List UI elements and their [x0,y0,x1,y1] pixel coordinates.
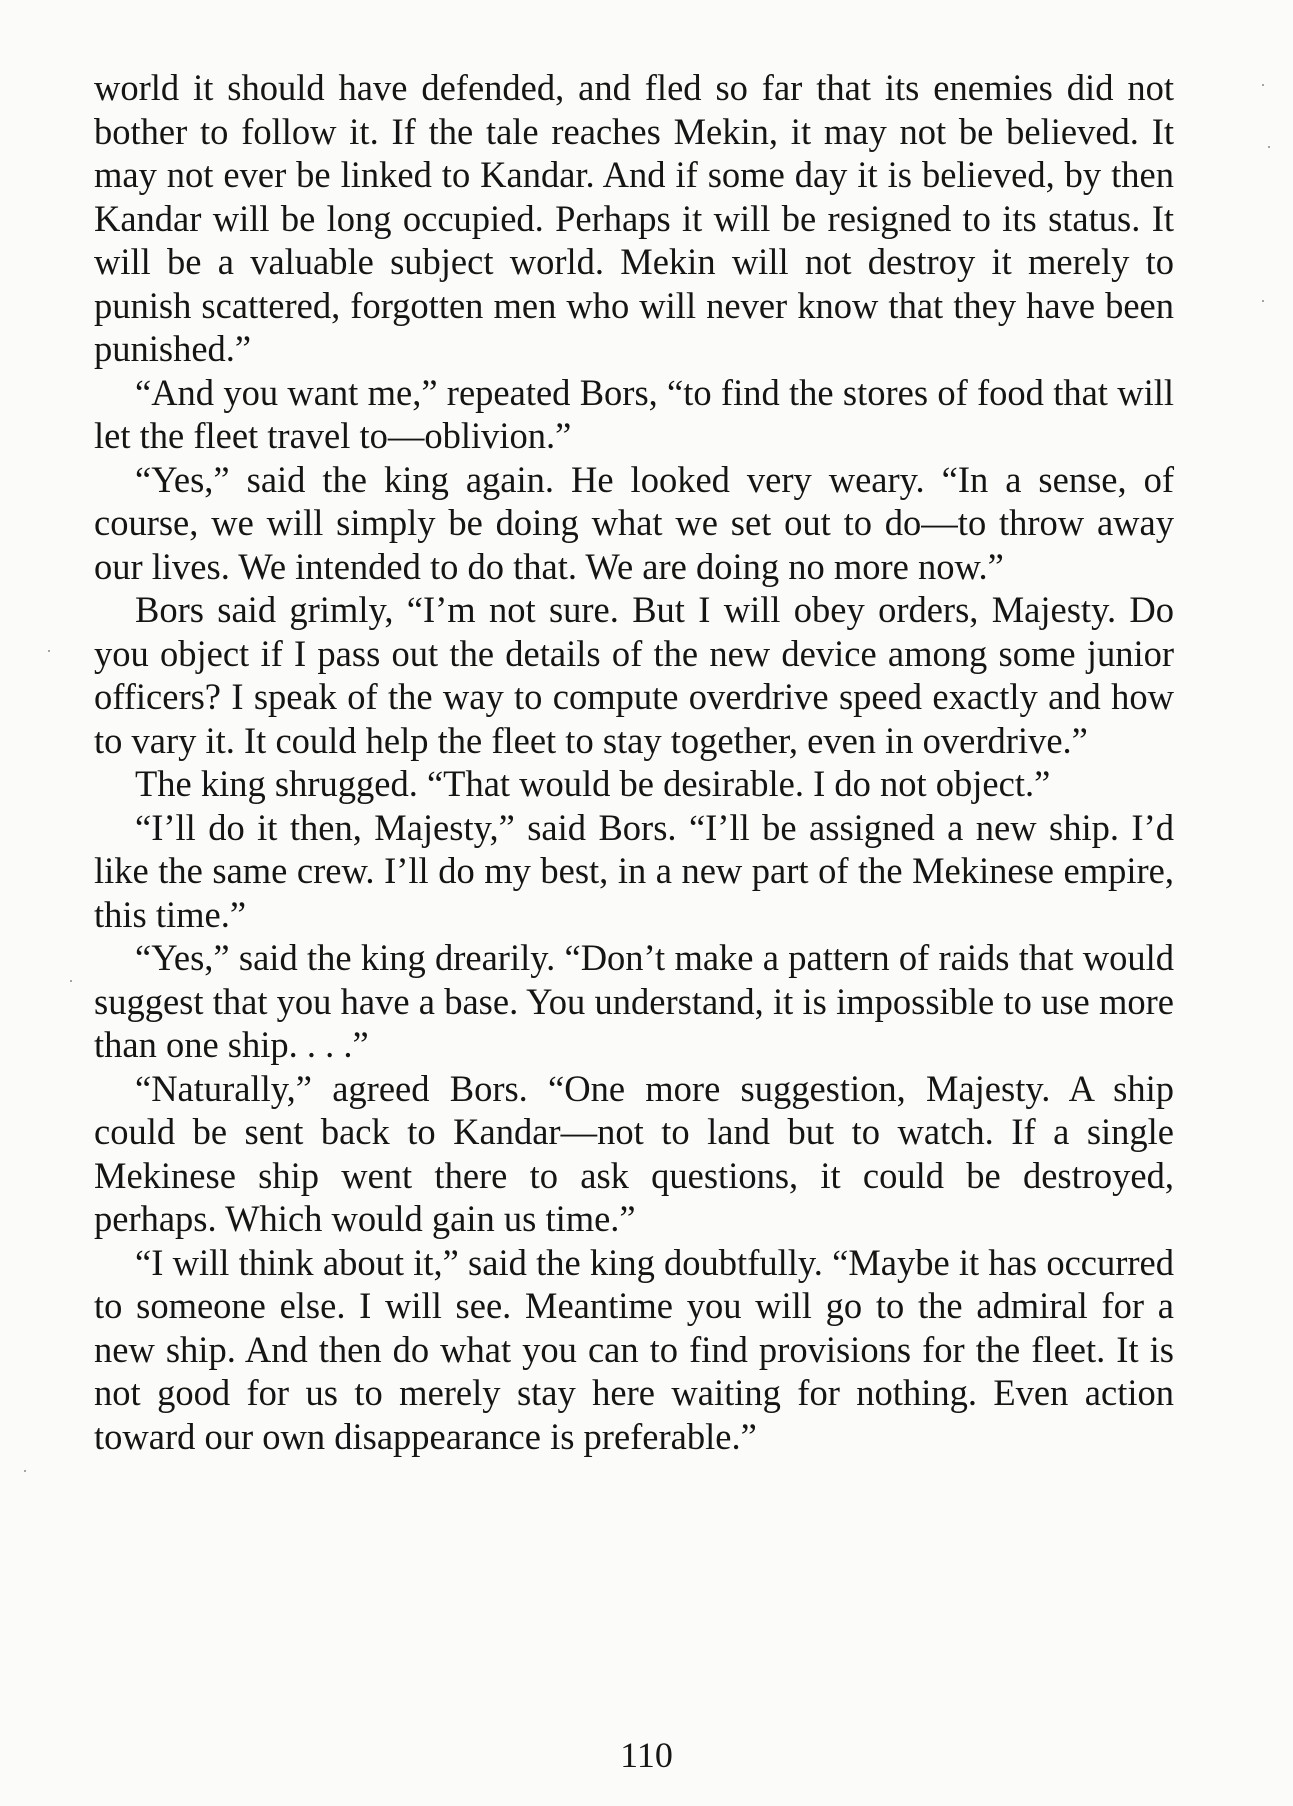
scan-speck [70,980,72,982]
paragraph-5: The king shrugged. “That would be desirable. I do not object.” [135,763,1051,804]
paragraph-1: world it should have defended, and fled so far that its enemies did not bother to follow it. If the tale reaches Mekin, it may not be believed. It may not ever be linked to Kandar. And if some day it is believed, by then Kandar will be long occupied. Perhaps it will be resigned to its status. It will be a valuable subject world. Mekin will not destroy it merely to punish scattered, forgotten men who will never know that they have been punished.” [94,67,1174,369]
paragraph-8: “Naturally,” agreed Bors. “One more suggestion, Majesty. A ship could be sent back to Kandar—not to land but to watch. If a single Mekinese ship went there to ask questions, it could be destroyed, perhaps. Which would gain us time.” [94,1067,1174,1239]
paragraph-3: “Yes,” said the king again. He looked very weary. “In a sense, of course, we will simply be doing what we set out to do—to throw away our lives. We intended to do that. We are doing no more now.” [94,458,1174,587]
paragraph-2: “And you want me,” repeated Bors, “to find the stores of food that will let the fleet travel to—oblivion.” [94,371,1174,456]
scan-speck [48,650,50,652]
paragraph-9: “I will think about it,” said the king doubtfully. “Maybe it has occurred to someone else. I will see. Meantime you will go to the admiral for a new ship. And then do what you can to find provisions for the fleet. It is not good for us to merely stay here waiting for nothing. Even action toward our own disappearance is preferable.” [94,1241,1174,1457]
scan-speck [24,1470,26,1472]
scan-speck [1262,84,1264,86]
book-page-text [94,66,1174,1458]
scan-speck [1268,146,1270,148]
paragraph-4: Bors said grimly, “I’m not sure. But I will obey orders, Majesty. Do you object if I pass out the details of the new device among some junior officers? I speak of the way to compute overdrive speed exactly and how to vary it. It could help the fleet to stay together, even in overdrive.” [94,589,1174,761]
paragraph-7: “Yes,” said the king drearily. “Don’t make a pattern of raids that would suggest that you have a base. You understand, it is impossible to use more than one ship. . . .” [94,937,1174,1065]
page-number: 110 [620,1735,673,1775]
paragraph-6: “I’ll do it then, Majesty,” said Bors. “I’ll be assigned a new ship. I’d like the same crew. I’ll do my best, in a new part of the Mekinese empire, this time.” [94,806,1174,935]
scan-speck [1262,300,1264,302]
